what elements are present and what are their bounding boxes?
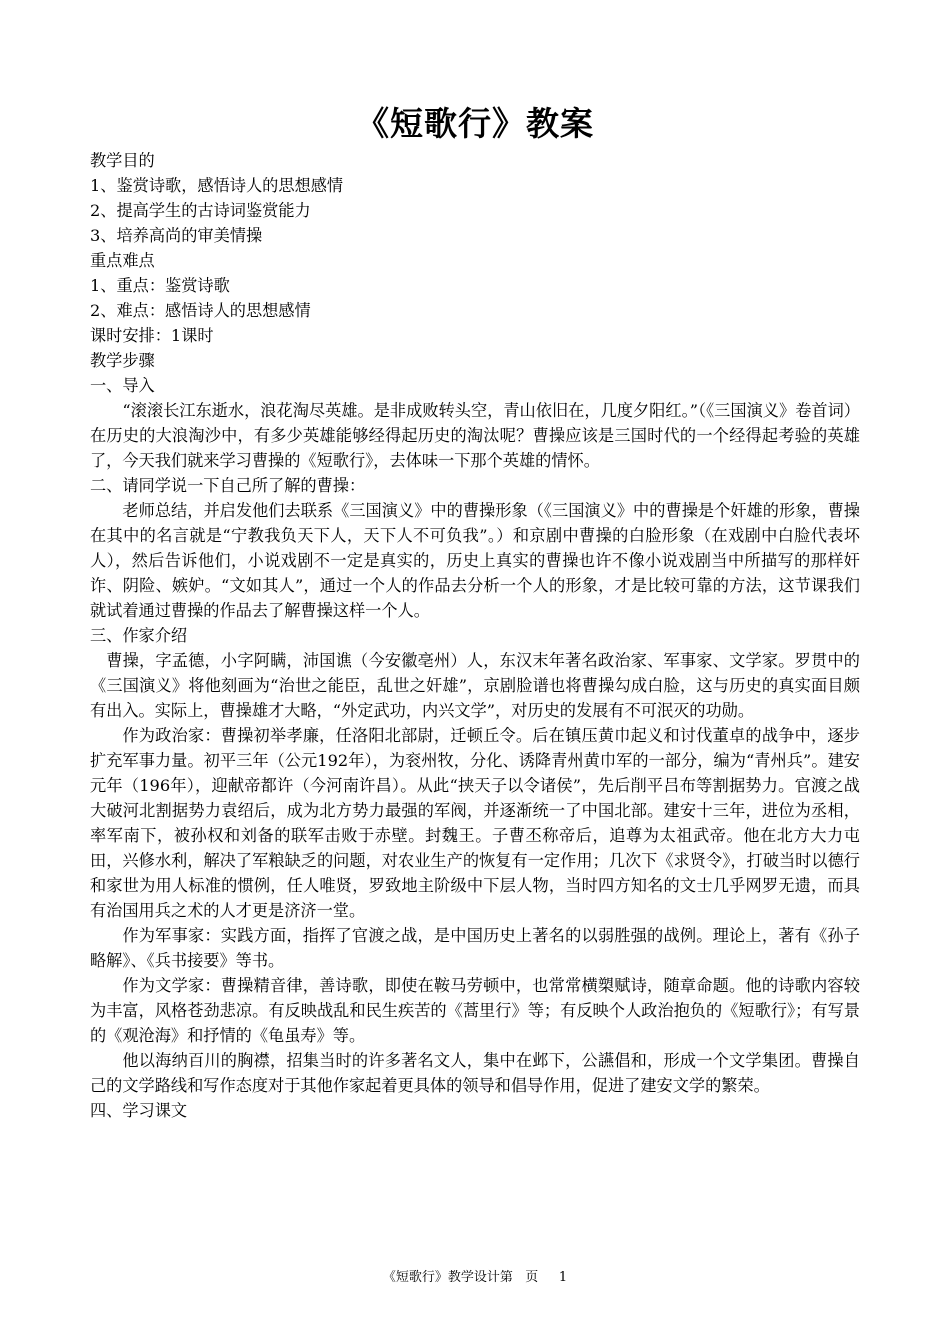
step-heading-intro: 一、导入 bbox=[90, 376, 155, 395]
step-heading-study: 四、学习课文 bbox=[90, 1101, 188, 1120]
paragraph-teacher-summary: 老师总结，并启发他们去联系《三国演义》中的曹操形象（《三国演义》中的曹操是个奸雄的形象，曹操在其中的名言就是“宁教我负天下人，天下人不可负我”。）和京剧中曹操的白脸形象（在戏剧中白脸代表坏人），然后告诉他们，小说戏剧不一定是真实的，历史上真实的曹操也许不像小说戏剧当中所描写的那样奸诈、阴险、嫉妒。“文如其人”，通过一个人的作品去分析一个人的形象，才是比较可靠的方法，这节课我们就试着通过曹操的作品去了解曹操这样一个人。 bbox=[90, 501, 860, 620]
section-label-key-points: 重点难点 bbox=[90, 251, 155, 270]
key-point-item: 1、重点：鉴赏诗歌 bbox=[90, 276, 230, 295]
objective-item: 3、培养高尚的审美情操 bbox=[90, 226, 263, 245]
objective-item: 1、鉴赏诗歌，感悟诗人的思想感情 bbox=[90, 176, 344, 195]
paragraph-intro: “滚滚长江东逝水，浪花淘尽英雄。是非成败转头空，青山依旧在，几度夕阳红。”（《三国演义》卷首词）在历史的大浪淘沙中，有多少英雄能够经得起历史的淘汰呢？曹操应该是三国时代的一个经得起考验的英雄了，今天我们就来学习曹操的《短歌行》，去体味一下那个英雄的情怀。 bbox=[90, 401, 860, 470]
section-label-objectives: 教学目的 bbox=[90, 151, 155, 170]
objective-item: 2、提高学生的古诗词鉴赏能力 bbox=[90, 201, 311, 220]
paragraph-author-bio: 曹操，字孟德，小字阿瞒，沛国谯（今安徽亳州）人，东汉末年著名政治家、军事家、文学家。罗贯中的《三国演义》将他刻画为“治世之能臣，乱世之奸雄”，京剧脸谱也将曹操勾成白脸，这与历史的真实面目颇有出入。实际上，曹操雄才大略，“外定武功，内兴文学”，对历史的发展有不可泯灭的功勋。 bbox=[90, 651, 860, 720]
paragraph-military: 作为军事家：实践方面，指挥了官渡之战，是中国历史上著名的以弱胜强的战例。理论上，著有《孙子略解》、《兵书接要》等书。 bbox=[90, 926, 860, 970]
paragraph-literary-group: 他以海纳百川的胸襟，招集当时的许多著名文人，集中在邺下，公讌倡和，形成一个文学集团。曹操自己的文学路线和写作态度对于其他作家起着更具体的领导和倡导作用，促进了建安文学的繁荣。 bbox=[90, 1051, 860, 1095]
step-heading-author: 三、作家介绍 bbox=[90, 626, 188, 645]
document-body bbox=[90, 148, 860, 1123]
paragraph-literature: 作为文学家：曹操精音律，善诗歌，即使在鞍马劳顿中，也常常横槊赋诗，随章命题。他的诗歌内容较为丰富，风格苍劲悲凉。有反映战乱和民生疾苦的《蒿里行》等；有反映个人政治抱负的《短歌行》；有写景的《观沧海》和抒情的《龟虽寿》等。 bbox=[90, 976, 860, 1045]
key-point-item: 2、难点：感悟诗人的思想感情 bbox=[90, 301, 311, 320]
paragraph-politician: 作为政治家：曹操初举孝廉，任洛阳北部尉，迁顿丘令。后在镇压黄巾起义和讨伐董卓的战争中，逐步扩充军事力量。初平三年（公元192年），为衮州牧，分化、诱降青州黄巾军的一部分，编为“青州兵”。建安元年（196年），迎献帝都许（今河南许昌）。从此“挟天子以令诸侯”，先后削平吕布等割据势力。官渡之战大破河北割据势力袁绍后，成为北方势力最强的军阀，并逐渐统一了中国北部。建安十三年，进位为丞相，率军南下，被孙权和刘备的联军击败于赤壁。封魏王。子曹丕称帝后，追尊为太祖武帝。他在北方大力屯田，兴修水利，解决了军粮缺乏的问题，对农业生产的恢复有一定作用；几次下《求贤令》，打破当时以德行和家世为用人标准的惯例，任人唯贤，罗致地主阶级中下层人物，当时四方知名的文士几乎网罗无遗，而具有治国用兵之术的人才更是济济一堂。 bbox=[90, 726, 860, 920]
document-title: 《短歌行》教案 bbox=[356, 104, 594, 143]
class-hours: 课时安排：1课时 bbox=[90, 326, 214, 345]
step-heading-discussion: 二、请同学说一下自己所了解的曹操： bbox=[90, 476, 366, 495]
page-footer: 《短歌行》教学设计第 页 1 bbox=[382, 1270, 568, 1285]
section-label-steps: 教学步骤 bbox=[90, 351, 155, 370]
